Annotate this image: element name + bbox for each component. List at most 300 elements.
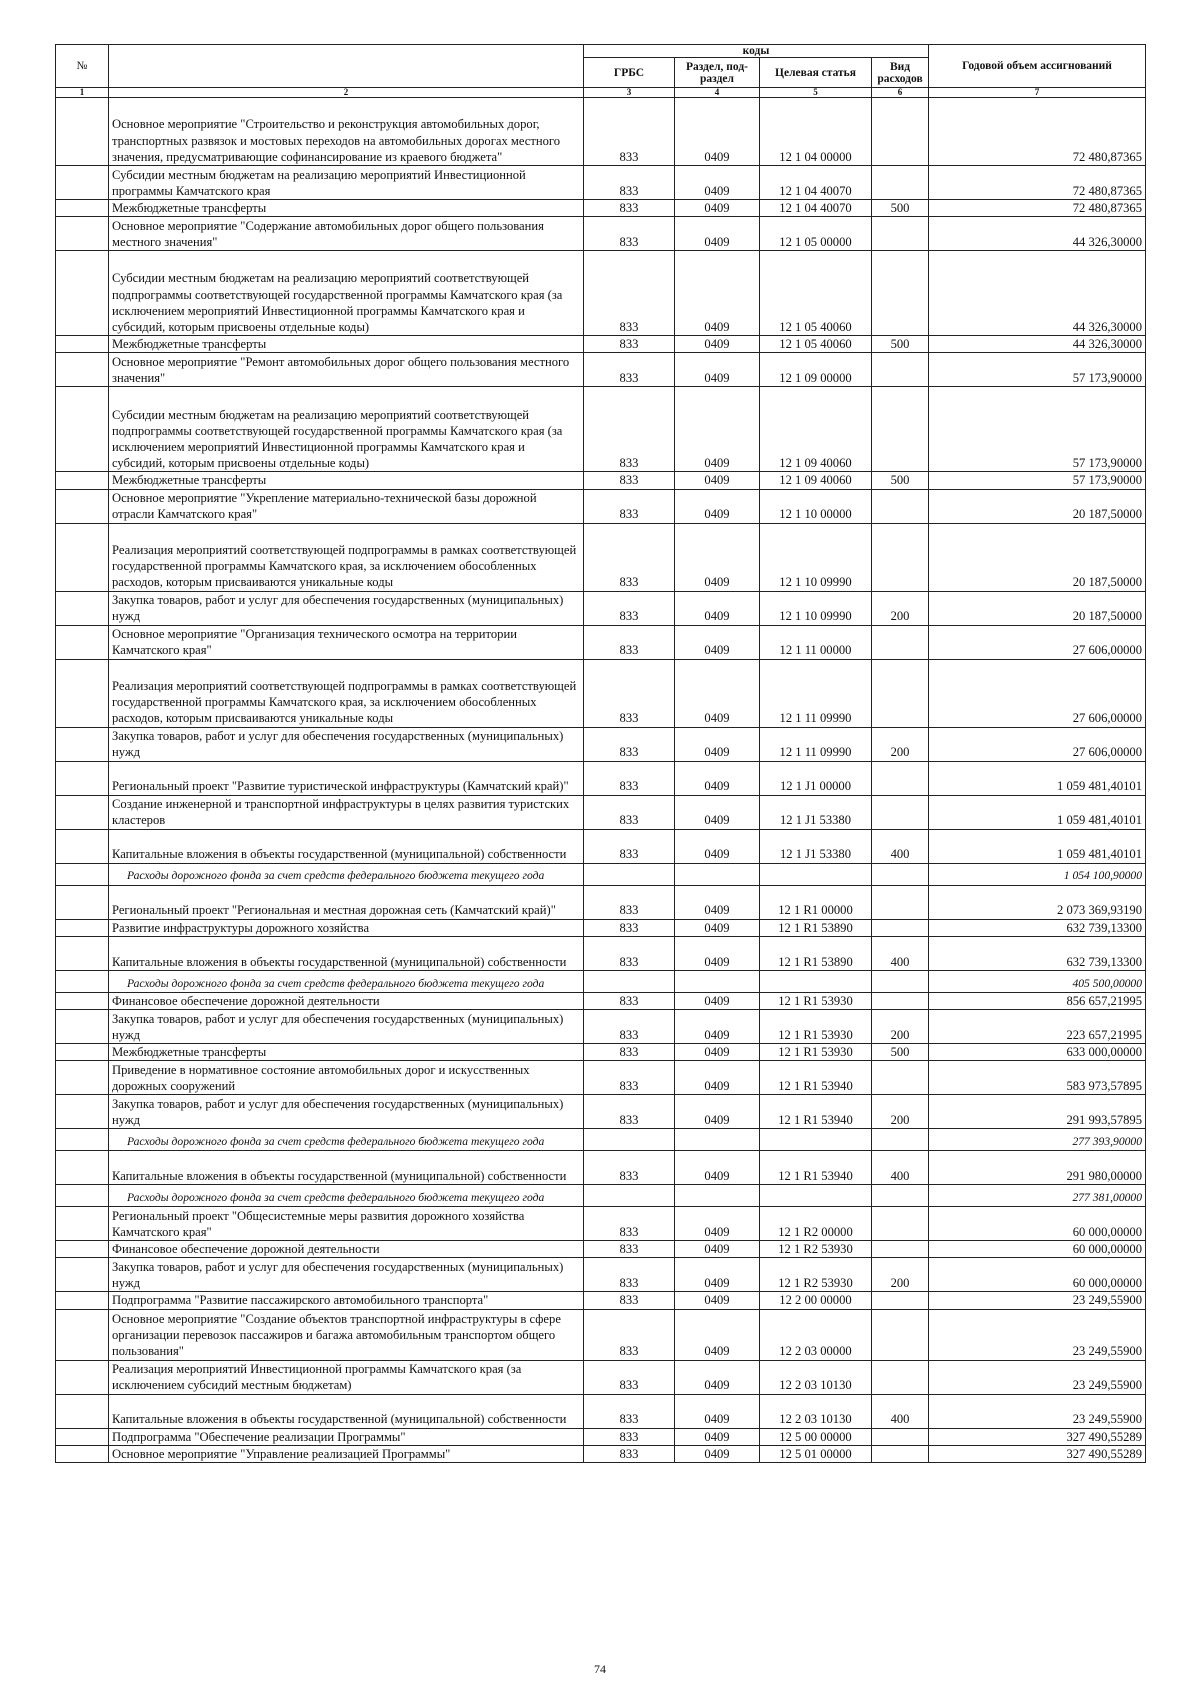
annual-volume-cell: 72 480,87365 (929, 98, 1146, 166)
razdel-cell: 0409 (675, 625, 760, 659)
target-article-cell: 12 1 04 00000 (760, 98, 872, 166)
expense-name-cell: Закупка товаров, работ и услуг для обеспечения государственных (муниципальных) нужд (109, 727, 584, 761)
expense-type-cell: 400 (872, 1151, 929, 1185)
table-row (56, 992, 1146, 1009)
expense-name-cell: Региональный проект "Развитие туристической инфраструктуры (Камчатский край)" (109, 761, 584, 795)
razdel-cell (675, 1185, 760, 1207)
grbs-cell: 833 (584, 992, 675, 1009)
target-article-cell: 12 1 J1 00000 (760, 761, 872, 795)
expense-type-cell (872, 1428, 929, 1445)
row-number-cell (56, 1044, 109, 1061)
expense-name-cell: Основное мероприятие "Содержание автомобильных дорог общего пользования местного значения" (109, 217, 584, 251)
expense-name-cell: Закупка товаров, работ и услуг для обеспечения государственных (муниципальных) нужд (109, 1010, 584, 1044)
row-number-cell (56, 1258, 109, 1292)
grbs-cell: 833 (584, 1010, 675, 1044)
razdel-cell: 0409 (675, 1241, 760, 1258)
target-article-cell: 12 1 R1 53930 (760, 1044, 872, 1061)
expense-type-cell (872, 761, 929, 795)
table-row (56, 1309, 1146, 1360)
grbs-cell: 833 (584, 166, 675, 200)
expense-type-cell (872, 1292, 929, 1309)
razdel-cell: 0409 (675, 1428, 760, 1445)
budget-table (55, 44, 1146, 1463)
grbs-cell: 833 (584, 1241, 675, 1258)
expense-name-cell: Закупка товаров, работ и услуг для обеспечения государственных (муниципальных) нужд (109, 1258, 584, 1292)
target-article-cell: 12 1 R2 53930 (760, 1241, 872, 1258)
row-number-cell (56, 1445, 109, 1462)
row-number-cell (56, 1151, 109, 1185)
table-row (56, 1010, 1146, 1044)
expense-type-cell: 200 (872, 591, 929, 625)
row-number-cell (56, 970, 109, 992)
row-number-cell (56, 936, 109, 970)
razdel-cell: 0409 (675, 1095, 760, 1129)
target-article-cell (760, 1185, 872, 1207)
razdel-cell: 0409 (675, 166, 760, 200)
annual-volume-cell: 57 173,90000 (929, 472, 1146, 489)
expense-type-cell (872, 523, 929, 591)
expense-type-cell: 400 (872, 936, 929, 970)
target-article-cell: 12 1 R1 53940 (760, 1061, 872, 1095)
expense-type-cell (872, 1309, 929, 1360)
razdel-cell: 0409 (675, 353, 760, 387)
razdel-cell (675, 970, 760, 992)
target-article-cell: 12 1 R1 53930 (760, 1010, 872, 1044)
razdel-cell: 0409 (675, 489, 760, 523)
annual-volume-cell: 60 000,00000 (929, 1207, 1146, 1241)
row-number-cell (56, 591, 109, 625)
annual-volume-cell: 632 739,13300 (929, 919, 1146, 936)
header-grbs: ГРБС (584, 58, 675, 88)
row-number-cell (56, 1185, 109, 1207)
annual-volume-cell: 856 657,21995 (929, 992, 1146, 1009)
expense-name-cell: Расходы дорожного фонда за счет средств федерального бюджета текущего года (109, 1185, 584, 1207)
grbs-cell (584, 970, 675, 992)
expense-type-cell (872, 885, 929, 919)
target-article-cell: 12 2 00 00000 (760, 1292, 872, 1309)
expense-type-cell: 500 (872, 336, 929, 353)
annual-volume-cell: 277 381,00000 (929, 1185, 1146, 1207)
column-number: 2 (109, 88, 584, 98)
expense-type-cell (872, 1061, 929, 1095)
grbs-cell: 833 (584, 591, 675, 625)
expense-name-cell: Региональный проект "Общесистемные меры развития дорожного хозяйства Камчатского края" (109, 1207, 584, 1241)
target-article-cell: 12 1 J1 53380 (760, 829, 872, 863)
expense-type-cell (872, 1360, 929, 1394)
razdel-cell: 0409 (675, 336, 760, 353)
annual-volume-cell: 1 059 481,40101 (929, 829, 1146, 863)
expense-type-cell (872, 217, 929, 251)
target-article-cell: 12 1 04 40070 (760, 166, 872, 200)
expense-name-cell: Капитальные вложения в объекты государственной (муниципальной) собственности (109, 829, 584, 863)
table-row (56, 217, 1146, 251)
grbs-cell: 833 (584, 472, 675, 489)
table-row (56, 761, 1146, 795)
annual-volume-cell: 327 490,55289 (929, 1428, 1146, 1445)
table-row (56, 1129, 1146, 1151)
expense-name-cell: Основное мероприятие "Строительство и реконструкция автомобильных дорог, транспортных развязок и мостовых переходов на автомобильных дорогах местного значения, предусматривающие софинансирование из краевого бюджета" (109, 98, 584, 166)
expense-type-cell: 200 (872, 1095, 929, 1129)
razdel-cell: 0409 (675, 727, 760, 761)
expense-name-cell: Финансовое обеспечение дорожной деятельности (109, 992, 584, 1009)
row-number-cell (56, 353, 109, 387)
row-number-cell (56, 885, 109, 919)
grbs-cell: 833 (584, 936, 675, 970)
grbs-cell: 833 (584, 1044, 675, 1061)
expense-type-cell: 200 (872, 727, 929, 761)
page-number: 74 (594, 1662, 606, 1676)
razdel-cell: 0409 (675, 387, 760, 472)
header-razdel: Раздел, под-раздел (675, 58, 760, 88)
annual-volume-cell: 632 739,13300 (929, 936, 1146, 970)
expense-type-cell (872, 625, 929, 659)
grbs-cell: 833 (584, 98, 675, 166)
row-number-cell (56, 1241, 109, 1258)
annual-volume-cell: 583 973,57895 (929, 1061, 1146, 1095)
annual-volume-cell: 27 606,00000 (929, 659, 1146, 727)
target-article-cell (760, 970, 872, 992)
expense-type-cell: 500 (872, 200, 929, 217)
table-row (56, 1151, 1146, 1185)
razdel-cell: 0409 (675, 523, 760, 591)
table-row (56, 591, 1146, 625)
row-number-cell (56, 217, 109, 251)
row-number-cell (56, 98, 109, 166)
target-article-cell: 12 1 R1 53930 (760, 992, 872, 1009)
razdel-cell: 0409 (675, 1445, 760, 1462)
header-codes: коды (584, 45, 929, 58)
expense-name-cell: Межбюджетные трансферты (109, 200, 584, 217)
annual-volume-cell: 44 326,30000 (929, 336, 1146, 353)
grbs-cell: 833 (584, 489, 675, 523)
expense-name-cell: Реализация мероприятий соответствующей подпрограммы в рамках соответствующей государственной программы Камчатского края, за исключением обособленных расходов, которым присваиваются уникальные коды (109, 659, 584, 727)
row-number-cell (56, 863, 109, 885)
expense-name-cell: Создание инженерной и транспортной инфраструктуры в целях развития туристских кластеров (109, 795, 584, 829)
row-number-cell (56, 992, 109, 1009)
expense-type-cell: 400 (872, 829, 929, 863)
target-article-cell: 12 1 J1 53380 (760, 795, 872, 829)
annual-volume-cell: 223 657,21995 (929, 1010, 1146, 1044)
grbs-cell: 833 (584, 625, 675, 659)
target-article-cell: 12 1 11 00000 (760, 625, 872, 659)
grbs-cell: 833 (584, 1309, 675, 1360)
target-article-cell: 12 1 05 40060 (760, 336, 872, 353)
annual-volume-cell: 60 000,00000 (929, 1258, 1146, 1292)
column-number: 6 (872, 88, 929, 98)
grbs-cell: 833 (584, 200, 675, 217)
target-article-cell: 12 1 10 09990 (760, 523, 872, 591)
expense-type-cell (872, 970, 929, 992)
expense-type-cell: 200 (872, 1258, 929, 1292)
table-row (56, 1394, 1146, 1428)
row-number-cell (56, 795, 109, 829)
column-number: 7 (929, 88, 1146, 98)
row-number-cell (56, 1360, 109, 1394)
annual-volume-cell: 57 173,90000 (929, 387, 1146, 472)
row-number-cell (56, 166, 109, 200)
expense-type-cell (872, 659, 929, 727)
grbs-cell: 833 (584, 1151, 675, 1185)
row-number-cell (56, 659, 109, 727)
column-number: 4 (675, 88, 760, 98)
annual-volume-cell: 2 073 369,93190 (929, 885, 1146, 919)
expense-type-cell (872, 795, 929, 829)
table-row (56, 1292, 1146, 1309)
table-row (56, 1241, 1146, 1258)
annual-volume-cell: 1 054 100,90000 (929, 863, 1146, 885)
target-article-cell (760, 863, 872, 885)
grbs-cell: 833 (584, 336, 675, 353)
annual-volume-cell: 1 059 481,40101 (929, 761, 1146, 795)
razdel-cell: 0409 (675, 1258, 760, 1292)
table-header (56, 45, 1146, 98)
table-row (56, 970, 1146, 992)
target-article-cell: 12 1 11 09990 (760, 659, 872, 727)
expense-type-cell (872, 489, 929, 523)
header-number: № (56, 45, 109, 88)
razdel-cell: 0409 (675, 1061, 760, 1095)
expense-name-cell: Расходы дорожного фонда за счет средств федерального бюджета текущего года (109, 863, 584, 885)
expense-name-cell: Субсидии местным бюджетам на реализацию мероприятий соответствующей подпрограммы соответствующей государственной программы Камчатского края (за исключением мероприятий Инвестиционной программы Камчатского края и субсидий, которым присвоены отдельные коды) (109, 387, 584, 472)
razdel-cell: 0409 (675, 885, 760, 919)
grbs-cell (584, 1185, 675, 1207)
table-row (56, 625, 1146, 659)
grbs-cell (584, 863, 675, 885)
grbs-cell: 833 (584, 1292, 675, 1309)
column-number: 3 (584, 88, 675, 98)
grbs-cell: 833 (584, 1360, 675, 1394)
razdel-cell: 0409 (675, 659, 760, 727)
table-row (56, 336, 1146, 353)
razdel-cell: 0409 (675, 919, 760, 936)
grbs-cell: 833 (584, 761, 675, 795)
annual-volume-cell: 27 606,00000 (929, 625, 1146, 659)
table-row (56, 1445, 1146, 1462)
target-article-cell: 12 1 09 40060 (760, 387, 872, 472)
expense-type-cell (872, 1445, 929, 1462)
annual-volume-cell: 23 249,55900 (929, 1394, 1146, 1428)
annual-volume-cell: 72 480,87365 (929, 200, 1146, 217)
row-number-cell (56, 1207, 109, 1241)
grbs-cell: 833 (584, 727, 675, 761)
table-row (56, 489, 1146, 523)
expense-type-cell (872, 1185, 929, 1207)
grbs-cell: 833 (584, 885, 675, 919)
target-article-cell: 12 5 01 00000 (760, 1445, 872, 1462)
expense-type-cell: 500 (872, 1044, 929, 1061)
expense-name-cell: Реализация мероприятий соответствующей подпрограммы в рамках соответствующей государственной программы Камчатского края, за исключением обособленных расходов, которым присваиваются уникальные коды (109, 523, 584, 591)
target-article-cell: 12 1 R1 53940 (760, 1095, 872, 1129)
razdel-cell: 0409 (675, 1360, 760, 1394)
table-row (56, 885, 1146, 919)
row-number-cell (56, 1010, 109, 1044)
target-article-cell: 12 5 00 00000 (760, 1428, 872, 1445)
grbs-cell: 833 (584, 795, 675, 829)
razdel-cell: 0409 (675, 591, 760, 625)
table-body (56, 98, 1146, 1463)
table-row (56, 1061, 1146, 1095)
grbs-cell: 833 (584, 1207, 675, 1241)
annual-volume-cell: 44 326,30000 (929, 217, 1146, 251)
header-target-article: Целевая статья (760, 58, 872, 88)
expense-type-cell: 500 (872, 472, 929, 489)
annual-volume-cell: 20 187,50000 (929, 489, 1146, 523)
header-expense-type: Вид расходов (872, 58, 929, 88)
annual-volume-cell: 23 249,55900 (929, 1360, 1146, 1394)
table-row (56, 200, 1146, 217)
table-row (56, 659, 1146, 727)
razdel-cell: 0409 (675, 761, 760, 795)
row-number-cell (56, 919, 109, 936)
table-row (56, 1095, 1146, 1129)
grbs-cell: 833 (584, 1061, 675, 1095)
target-article-cell (760, 1129, 872, 1151)
razdel-cell: 0409 (675, 1309, 760, 1360)
table-row (56, 98, 1146, 166)
table-row (56, 1258, 1146, 1292)
target-article-cell: 12 2 03 10130 (760, 1360, 872, 1394)
target-article-cell: 12 1 09 40060 (760, 472, 872, 489)
table-row (56, 1207, 1146, 1241)
row-number-cell (56, 489, 109, 523)
grbs-cell: 833 (584, 353, 675, 387)
razdel-cell: 0409 (675, 1292, 760, 1309)
annual-volume-cell: 20 187,50000 (929, 523, 1146, 591)
grbs-cell: 833 (584, 217, 675, 251)
column-number-row (56, 88, 1146, 98)
expense-name-cell: Финансовое обеспечение дорожной деятельности (109, 1241, 584, 1258)
column-number: 1 (56, 88, 109, 98)
razdel-cell: 0409 (675, 829, 760, 863)
grbs-cell: 833 (584, 659, 675, 727)
razdel-cell: 0409 (675, 1044, 760, 1061)
annual-volume-cell: 1 059 481,40101 (929, 795, 1146, 829)
row-number-cell (56, 625, 109, 659)
annual-volume-cell: 44 326,30000 (929, 251, 1146, 336)
target-article-cell: 12 1 R2 53930 (760, 1258, 872, 1292)
expense-name-cell: Основное мероприятие "Ремонт автомобильных дорог общего пользования местного значения" (109, 353, 584, 387)
table-row (56, 1185, 1146, 1207)
expense-type-cell (872, 863, 929, 885)
row-number-cell (56, 761, 109, 795)
row-number-cell (56, 1129, 109, 1151)
expense-name-cell: Основное мероприятие "Укрепление материально-технической базы дорожной отрасли Камчатского края" (109, 489, 584, 523)
table-row (56, 919, 1146, 936)
annual-volume-cell: 327 490,55289 (929, 1445, 1146, 1462)
target-article-cell: 12 2 03 00000 (760, 1309, 872, 1360)
grbs-cell: 833 (584, 251, 675, 336)
row-number-cell (56, 1428, 109, 1445)
table-row (56, 727, 1146, 761)
expense-type-cell (872, 98, 929, 166)
expense-name-cell: Расходы дорожного фонда за счет средств федерального бюджета текущего года (109, 1129, 584, 1151)
grbs-cell: 833 (584, 523, 675, 591)
razdel-cell: 0409 (675, 217, 760, 251)
razdel-cell: 0409 (675, 1010, 760, 1044)
expense-name-cell: Подпрограмма "Обеспечение реализации Программы" (109, 1428, 584, 1445)
annual-volume-cell: 291 980,00000 (929, 1151, 1146, 1185)
expense-name-cell: Основное мероприятие "Организация технического осмотра на территории Камчатского края" (109, 625, 584, 659)
annual-volume-cell: 405 500,00000 (929, 970, 1146, 992)
row-number-cell (56, 829, 109, 863)
expense-type-cell (872, 919, 929, 936)
target-article-cell: 12 1 05 40060 (760, 251, 872, 336)
grbs-cell: 833 (584, 829, 675, 863)
target-article-cell: 12 1 09 00000 (760, 353, 872, 387)
expense-type-cell (872, 1241, 929, 1258)
row-number-cell (56, 523, 109, 591)
expense-name-cell: Развитие инфраструктуры дорожного хозяйства (109, 919, 584, 936)
row-number-cell (56, 1309, 109, 1360)
expense-name-cell: Субсидии местным бюджетам на реализацию мероприятий Инвестиционной программы Камчатского края (109, 166, 584, 200)
grbs-cell: 833 (584, 919, 675, 936)
row-number-cell (56, 387, 109, 472)
table-row (56, 251, 1146, 336)
grbs-cell: 833 (584, 1445, 675, 1462)
annual-volume-cell: 23 249,55900 (929, 1309, 1146, 1360)
target-article-cell: 12 1 04 40070 (760, 200, 872, 217)
expense-name-cell: Межбюджетные трансферты (109, 1044, 584, 1061)
row-number-cell (56, 1095, 109, 1129)
table-row (56, 936, 1146, 970)
expense-type-cell: 200 (872, 1010, 929, 1044)
expense-name-cell: Субсидии местным бюджетам на реализацию мероприятий соответствующей подпрограммы соответствующей государственной программы Камчатского края (за исключением мероприятий Инвестиционной программы Камчатского края и субсидий, которым присвоены отдельные коды) (109, 251, 584, 336)
razdel-cell: 0409 (675, 472, 760, 489)
expense-name-cell: Основное мероприятие "Управление реализацией Программы" (109, 1445, 584, 1462)
razdel-cell (675, 1129, 760, 1151)
table-row (56, 1360, 1146, 1394)
expense-name-cell: Подпрограмма "Развитие пассажирского автомобильного транспорта" (109, 1292, 584, 1309)
row-number-cell (56, 1292, 109, 1309)
table-row (56, 387, 1146, 472)
table-row (56, 166, 1146, 200)
annual-volume-cell: 633 000,00000 (929, 1044, 1146, 1061)
annual-volume-cell: 60 000,00000 (929, 1241, 1146, 1258)
expense-name-cell: Основное мероприятие "Создание объектов транспортной инфраструктуры в сфере организации перевозок пассажиров и багажа автомобильным транспортом общего пользования" (109, 1309, 584, 1360)
expense-type-cell (872, 1207, 929, 1241)
razdel-cell: 0409 (675, 251, 760, 336)
row-number-cell (56, 1061, 109, 1095)
expense-type-cell (872, 251, 929, 336)
row-number-cell (56, 727, 109, 761)
row-number-cell (56, 336, 109, 353)
expense-name-cell: Реализация мероприятий Инвестиционной программы Камчатского края (за исключением субсидий местным бюджетам) (109, 1360, 584, 1394)
expense-type-cell (872, 387, 929, 472)
razdel-cell: 0409 (675, 795, 760, 829)
target-article-cell: 12 1 R1 53890 (760, 936, 872, 970)
razdel-cell: 0409 (675, 992, 760, 1009)
target-article-cell: 12 1 R1 00000 (760, 885, 872, 919)
expense-name-cell: Межбюджетные трансферты (109, 336, 584, 353)
table-row (56, 523, 1146, 591)
razdel-cell: 0409 (675, 1394, 760, 1428)
table-row (56, 829, 1146, 863)
grbs-cell (584, 1129, 675, 1151)
header-annual-volume: Годовой объем ассигнований (929, 45, 1146, 88)
target-article-cell: 12 1 10 09990 (760, 591, 872, 625)
expense-name-cell: Капитальные вложения в объекты государственной (муниципальной) собственности (109, 1394, 584, 1428)
annual-volume-cell: 277 393,90000 (929, 1129, 1146, 1151)
target-article-cell: 12 1 10 00000 (760, 489, 872, 523)
expense-name-cell: Закупка товаров, работ и услуг для обеспечения государственных (муниципальных) нужд (109, 1095, 584, 1129)
razdel-cell: 0409 (675, 1207, 760, 1241)
razdel-cell: 0409 (675, 98, 760, 166)
grbs-cell: 833 (584, 1095, 675, 1129)
grbs-cell: 833 (584, 1428, 675, 1445)
annual-volume-cell: 291 993,57895 (929, 1095, 1146, 1129)
table-row (56, 353, 1146, 387)
target-article-cell: 12 1 R2 00000 (760, 1207, 872, 1241)
